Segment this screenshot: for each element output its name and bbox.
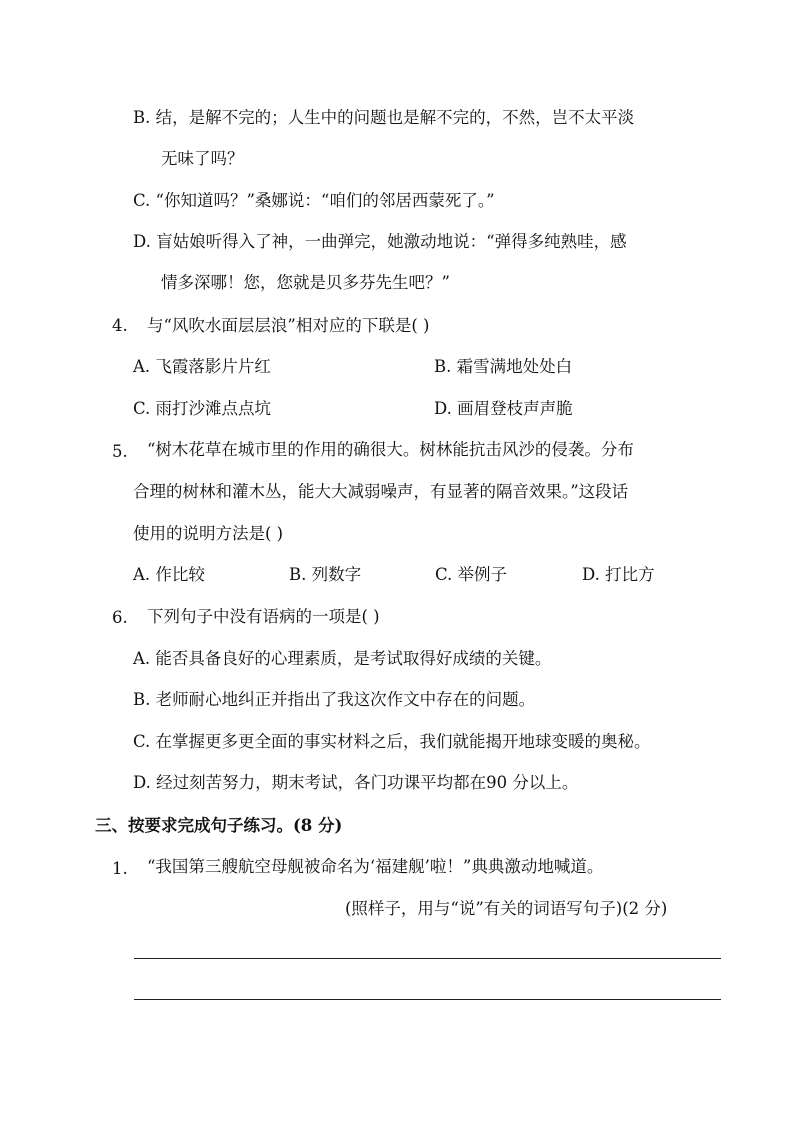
q6-option-d: D. 经过刻苦努力，期末考试，各门功课平均都在90 分以上。 xyxy=(133,773,579,792)
q6-stem: 下列句子中没有语病的一项是( ) xyxy=(147,607,380,626)
answer-line-2[interactable] xyxy=(134,999,721,1000)
q3-option-d-line2: 情多深哪！您，您就是贝多芬先生吧？” xyxy=(161,273,450,292)
q6-option-c: C. 在掌握更多更全面的事实材料之后，我们就能揭开地球变暖的奥秘。 xyxy=(133,732,651,751)
q3-option-b-line2: 无味了吗？ xyxy=(161,149,244,168)
q5-line2: 合理的树林和灌木丛，能大大减弱噪声，有显著的隔音效果。”这段话 xyxy=(133,482,629,501)
q5-option-a: A. 作比较 xyxy=(133,565,205,584)
s3-q1-sentence: “我国第三艘航空母舰被命名为‘福建舰’啦！”典典激动地喊道。 xyxy=(147,857,604,876)
q5-option-b: B. 列数字 xyxy=(289,565,362,584)
section-3-heading: 三、按要求完成句子练习。(8 分) xyxy=(95,816,343,835)
q5-line3: 使用的说明方法是( ) xyxy=(133,524,284,543)
q4-stem: 与“风吹水面层层浪”相对应的下联是( ) xyxy=(147,316,430,335)
q6-number: 6. xyxy=(112,608,128,627)
q4-option-b: B. 霜雪满地处处白 xyxy=(434,357,573,376)
q3-option-b-line1: B. 结，是解不完的；人生中的问题也是解不完的，不然，岂不太平淡 xyxy=(133,108,635,127)
s3-q1-instruction: (照样子，用与“说”有关的词语写句子)(2 分) xyxy=(345,899,668,918)
answer-line-1[interactable] xyxy=(134,958,721,959)
q3-option-c: C. “你知道吗？”桑娜说：“咱们的邻居西蒙死了。” xyxy=(133,191,495,210)
q4-option-c: C. 雨打沙滩点点坑 xyxy=(133,399,272,418)
q4-option-a: A. 飞霞落影片片红 xyxy=(133,357,271,376)
s3-q1-number: 1. xyxy=(112,859,128,878)
q6-option-b: B. 老师耐心地纠正并指出了我这次作文中存在的问题。 xyxy=(133,690,536,709)
q4-number: 4. xyxy=(112,316,128,335)
q5-line1: “树木花草在城市里的作用的确很大。树林能抗击风沙的侵袭。分布 xyxy=(147,440,634,459)
q5-option-c: C. 举例子 xyxy=(435,565,508,584)
q3-option-d-line1: D. 盲姑娘听得入了神，一曲弹完，她激动地说：“弹得多纯熟哇，感 xyxy=(133,232,627,251)
q5-number: 5. xyxy=(112,442,128,461)
q5-option-d: D. 打比方 xyxy=(582,565,655,584)
q6-option-a: A. 能否具备良好的心理素质，是考试取得好成绩的关键。 xyxy=(133,649,552,668)
q4-option-d: D. 画眉登枝声声脆 xyxy=(434,399,573,418)
